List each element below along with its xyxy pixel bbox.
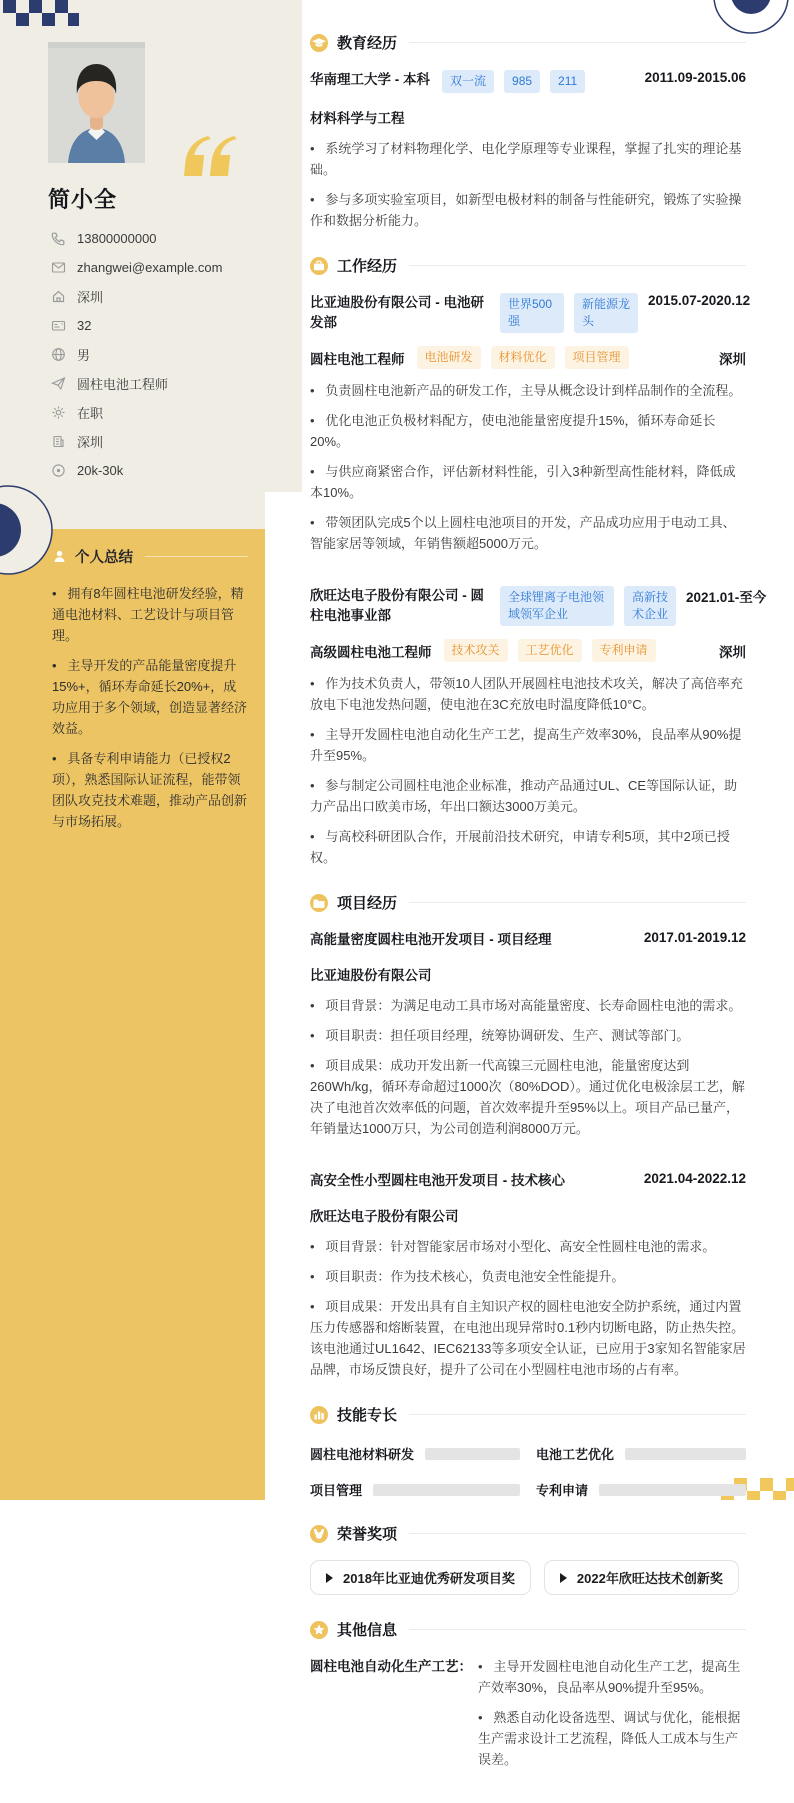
skill-item: [310, 1480, 520, 1499]
project-bullet: • 项目职责：担任项目经理，统筹协调研发、生产、测试等部门。: [310, 1025, 746, 1046]
contact-city: [50, 282, 280, 311]
work-bullet: • 主导开发圆柱电池自动化生产工艺，提高生产效率30%，良品率从90%提升至95%。: [310, 724, 746, 766]
summary-bullet: • 具备专利申请能力（已授权2项），熟悉国际认证流程，能带领团队攻克技术难题，推动产品创新与市场拓展。: [52, 748, 248, 832]
honors-title: 荣誉奖项: [337, 1526, 398, 1543]
major-name: 材料科学与工程: [310, 111, 405, 126]
work-bullet: • 与供应商紧密合作，评估新材料性能，引入3种新型高性能材料，降低成本10%。: [310, 461, 746, 503]
contact-location-value: 深圳: [77, 435, 104, 450]
education-bullet: • 系统学习了材料物理化学、电化学原理等专业课程，掌握了扎实的理论基础。: [310, 138, 746, 180]
skill-name: 专利申请: [536, 1483, 589, 1498]
contact-list: [50, 224, 280, 485]
role-tag: 电池研发: [417, 346, 481, 369]
contact-phone-value: 13800000000: [77, 231, 157, 246]
section-divider: [409, 1533, 746, 1534]
project-date: 2021.04-2022.12: [643, 1171, 746, 1186]
skill-name: 电池工艺优化: [536, 1447, 615, 1462]
work-bullet: • 优化电池正负极材料配方，使电池能量密度提升15%，循环寿命延长20%。: [310, 410, 746, 452]
job-location: 深圳: [719, 644, 746, 660]
contact-location: [50, 427, 280, 456]
medal-icon: [310, 1525, 328, 1543]
school-tag: 211: [550, 70, 585, 93]
project-bullet: • 项目背景：为满足电动工具市场对高能量密度、长寿命圆柱电池的需求。: [310, 995, 746, 1016]
gear-icon: [50, 405, 66, 421]
personal-summary-section: [52, 546, 248, 841]
project-name: 高安全性小型圆柱电池开发项目 - 技术核心: [310, 1173, 565, 1188]
quote-decoration: [183, 128, 239, 184]
school-name: 华南理工大学 - 本科: [310, 72, 430, 87]
projects-section: [310, 892, 746, 1380]
company-name: 欣旺达电子股份有限公司 - 圆柱电池事业部: [310, 588, 484, 623]
company-tag: 世界500强: [500, 293, 564, 333]
main-content: [310, 32, 767, 1803]
checkerboard-decoration-top-left: [3, 0, 79, 26]
other-info-bullet: • 主导开发圆柱电池自动化生产工艺，提高生产效率30%，良品率从90%提升至95%。: [478, 1656, 746, 1698]
skill-progress-bar: [425, 1448, 520, 1460]
phone-icon: [50, 231, 66, 247]
award-button[interactable]: [310, 1560, 531, 1595]
work-bullet: • 参与制定公司圆柱电池企业标准，推动产品通过UL、CE等国际认证，助力产品出口欧美市场，年出口额达3000万美元。: [310, 775, 746, 817]
graduation-cap-icon: [310, 34, 328, 52]
other-info-label: 圆柱电池自动化生产工艺：: [310, 1659, 472, 1674]
project-bullet: • 项目职责：作为技术核心，负责电池安全性能提升。: [310, 1266, 746, 1287]
education-title: 教育经历: [337, 35, 398, 52]
bar-chart-icon: [310, 1406, 328, 1424]
contact-status-value: 在职: [77, 406, 104, 421]
home-icon: [50, 289, 66, 305]
skill-name: 项目管理: [310, 1483, 363, 1498]
target-icon: [50, 463, 66, 479]
profile-photo: [48, 42, 145, 163]
project-bullet: • 项目成果：成功开发出新一代高镍三元圆柱电池，能量密度达到260Wh/kg，循环寿命超过1000次（80%DOD）。通过优化电极涂层工艺，解决了电池首次效率低的问题，首次效率提升至95%以上。项目产品已量产，年销量达1000万只，为公司创造利润8000万元。: [310, 1055, 746, 1139]
work-section: [310, 255, 767, 868]
skill-item: [310, 1444, 520, 1463]
contact-gender: [50, 340, 280, 369]
contact-phone: [50, 224, 280, 253]
skill-progress-bar: [599, 1484, 746, 1496]
sidebar-cream-background-lower: [0, 492, 265, 529]
award-button[interactable]: [544, 1560, 739, 1595]
person-name: 简小全: [48, 187, 118, 212]
education-section: [310, 32, 746, 231]
contact-gender-value: 男: [77, 348, 91, 363]
skill-progress-bar: [373, 1484, 520, 1496]
role-tag: 工艺优化: [518, 639, 582, 662]
skill-name: 圆柱电池材料研发: [310, 1447, 415, 1462]
section-divider: [409, 42, 746, 43]
work-bullet: • 作为技术负责人，带领10人团队开展圆柱电池技术攻关，解决了高倍率充放电下电池发热问题，使电池在3C充放电时温度降低10°C。: [310, 673, 746, 715]
star-icon: [310, 1621, 328, 1639]
honors-section: [310, 1523, 746, 1595]
briefcase-icon: [310, 257, 328, 275]
role-tag: 专利申请: [592, 639, 656, 662]
award-label: 2018年比亚迪优秀研发项目奖: [343, 1571, 515, 1586]
play-triangle-icon: [560, 1573, 567, 1583]
summary-divider: [145, 556, 248, 557]
contact-salary: [50, 456, 280, 485]
paper-plane-icon: [50, 376, 66, 392]
contact-email: [50, 253, 280, 282]
job-date: 2021.01-至今: [686, 590, 767, 605]
contact-job-title: [50, 369, 280, 398]
work-bullet: • 与高校科研团队合作，开展前沿技术研究，申请专利5项，其中2项已授权。: [310, 826, 746, 868]
job-location: 深圳: [719, 351, 746, 367]
job-role: 圆柱电池工程师: [310, 351, 405, 367]
role-tag: 技术攻关: [444, 639, 508, 662]
section-divider: [409, 1629, 746, 1630]
section-divider: [409, 902, 746, 903]
job-role: 高级圆柱电池工程师: [310, 644, 432, 660]
education-bullet: • 参与多项实验室项目，如新型电极材料的制备与性能研究，锻炼了实验操作和数据分析能力。: [310, 189, 746, 231]
project-company: 比亚迪股份有限公司: [310, 968, 432, 983]
skills-title: 技能专长: [337, 1407, 398, 1424]
globe-icon: [50, 347, 66, 363]
work-bullet: • 带领团队完成5个以上圆柱电池项目的开发，产品成功应用于电动工具、智能家居等领域，年销售额超5000万元。: [310, 512, 746, 554]
school-tag: 双一流: [442, 70, 494, 93]
folder-icon: [310, 894, 328, 912]
contact-age-value: 32: [77, 318, 92, 333]
project-bullet: • 项目成果：开发出具有自主知识产权的圆柱电池安全防护系统，通过内置压力传感器和熔断装置，在电池出现异常时0.1秒内切断电路，防止热失控。该电池通过UL1642、IEC62133等多项安全认证，已应用于3家知名智能家居品牌，市场反馈良好，提升了公司在小型圆柱电池市场的占有率。: [310, 1296, 746, 1380]
skill-item: [536, 1480, 746, 1499]
company-tag: 高新技术企业: [624, 586, 676, 626]
company-tag: 全球锂离子电池领域领军企业: [500, 586, 614, 626]
job-date: 2015.07-2020.12: [648, 293, 751, 308]
contact-age: [50, 311, 280, 340]
id-card-icon: [50, 318, 66, 334]
work-bullet: • 负责圆柱电池新产品的研发工作，主导从概念设计到样品制作的全流程。: [310, 380, 746, 401]
other-info-section: [310, 1619, 746, 1779]
company-tag: 新能源龙头: [574, 293, 638, 333]
section-divider: [409, 265, 746, 266]
company-name: 比亚迪股份有限公司 - 电池研发部: [310, 295, 484, 330]
work-title: 工作经历: [337, 258, 398, 275]
person-icon: [52, 549, 67, 564]
summary-bullet: • 拥有8年圆柱电池研发经验，精通电池材料、工艺设计与项目管理。: [52, 583, 248, 646]
other-info-title: 其他信息: [337, 1622, 398, 1639]
role-tag: 项目管理: [565, 346, 629, 369]
section-divider: [409, 1414, 746, 1415]
education-date: 2011.09-2015.06: [644, 70, 746, 85]
skill-progress-bar: [625, 1448, 746, 1460]
project-name: 高能量密度圆柱电池开发项目 - 项目经理: [310, 932, 552, 947]
skills-section: [310, 1404, 746, 1499]
contact-job-title-value: 圆柱电池工程师: [77, 377, 169, 392]
summary-title: 个人总结: [75, 550, 133, 566]
contact-status: [50, 398, 280, 427]
mail-icon: [50, 260, 66, 276]
project-date: 2017.01-2019.12: [643, 930, 746, 945]
school-tag: 985: [504, 70, 540, 93]
contact-city-value: 深圳: [77, 290, 104, 305]
project-company: 欣旺达电子股份有限公司: [310, 1209, 459, 1224]
summary-bullet: • 主导开发的产品能量密度提升15%+，循环寿命延长20%+，成功应用于多个领域，创造显著经济效益。: [52, 655, 248, 739]
role-tag: 材料优化: [491, 346, 555, 369]
building-icon: [50, 434, 66, 450]
award-label: 2022年欣旺达技术创新奖: [576, 1571, 723, 1586]
project-bullet: • 项目背景：针对智能家居市场对小型化、高安全性圆柱电池的需求。: [310, 1236, 746, 1257]
skill-item: [536, 1444, 746, 1463]
other-info-bullet: • 熟悉自动化设备选型、调试与优化，能根据生产需求设计工艺流程，降低人工成本与生产误差。: [478, 1707, 746, 1770]
contact-email-value: zhangwei@example.com: [77, 260, 223, 275]
projects-title: 项目经历: [337, 895, 398, 912]
play-triangle-icon: [326, 1573, 333, 1583]
contact-salary-value: 20k-30k: [77, 463, 124, 478]
